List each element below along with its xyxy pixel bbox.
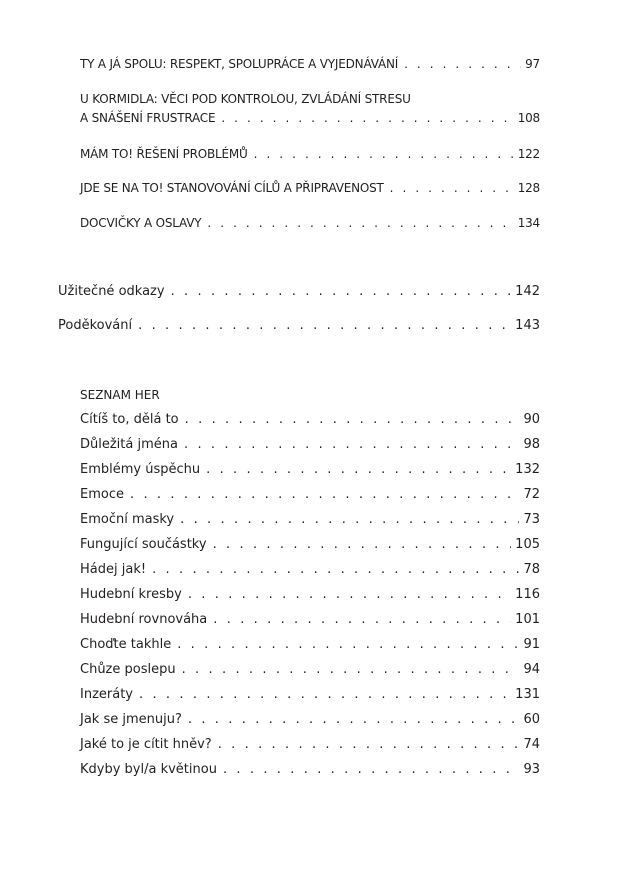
toc-entry — [80, 108, 540, 128]
game-entry-page: 101 — [515, 612, 540, 627]
game-entry-title: Kdyby byl/a květinou — [80, 762, 217, 777]
toc-entry-page: 134 — [517, 216, 540, 230]
game-entry — [80, 510, 540, 530]
dot-leader — [139, 685, 511, 705]
game-entry-title: Emblémy úspěchu — [80, 462, 201, 477]
game-entry-page: 94 — [523, 662, 540, 677]
game-entry-page: 72 — [523, 487, 540, 502]
game-entry-title: Chůze poslepu — [80, 662, 176, 677]
game-entry-title: Choďte takhle — [80, 637, 172, 652]
game-entry — [80, 410, 540, 430]
game-entry-page: 73 — [523, 512, 540, 527]
game-entry-page: 98 — [523, 437, 540, 452]
toc-entry-title: Užitečné odkazy — [58, 284, 165, 299]
games-list-heading: SEZNAM HER — [80, 388, 160, 402]
dot-leader — [404, 54, 521, 74]
dot-leader — [184, 435, 519, 455]
game-entry — [80, 485, 540, 505]
dot-leader — [188, 710, 520, 730]
game-entry-page: 132 — [515, 462, 540, 477]
toc-entry-title: TY A JÁ SPOLU: RESPEKT, SPOLUPRÁCE A VYJEDNÁVÁNÍ — [80, 57, 399, 71]
dot-leader — [130, 485, 519, 505]
toc-entry-title: A SNÁŠENÍ FRUSTRACE — [80, 111, 216, 125]
toc-entry-page: 122 — [517, 147, 540, 161]
toc-entry — [80, 213, 540, 233]
game-entry — [80, 560, 540, 580]
game-entry-title: Důležitá jména — [80, 437, 178, 452]
game-entry — [80, 685, 540, 705]
game-entry — [80, 760, 540, 780]
game-entry — [80, 435, 540, 455]
game-entry-title: Hádej jak! — [80, 562, 147, 577]
game-entry-page: 91 — [523, 637, 540, 652]
dot-leader — [138, 316, 511, 336]
game-entry-page: 116 — [515, 587, 540, 602]
toc-entry — [58, 316, 540, 336]
game-entry-title: Jak se jmenuju? — [80, 712, 182, 727]
dot-leader — [152, 560, 519, 580]
dot-leader — [218, 735, 520, 755]
toc-entry-title: JDE SE NA TO! STANOVOVÁNÍ CÍLŮ A PŘIPRAVENOST — [80, 181, 384, 195]
game-entry-title: Jaké to je cítit hněv? — [80, 737, 212, 752]
game-entry — [80, 610, 540, 630]
dot-leader — [188, 585, 511, 605]
dot-leader — [213, 610, 511, 630]
toc-entry-page: 108 — [517, 111, 540, 125]
dot-leader — [206, 460, 511, 480]
toc-entry — [80, 144, 540, 164]
game-entry-page: 131 — [515, 687, 540, 702]
toc-entry-title: DOCVIČKY A OSLAVY — [80, 216, 202, 230]
game-entry-title: Hudební kresby — [80, 587, 182, 602]
game-entry-page: 90 — [523, 412, 540, 427]
toc-entry-page: 143 — [515, 318, 540, 333]
dot-leader — [207, 213, 513, 233]
game-entry — [80, 585, 540, 605]
toc-entry — [80, 178, 540, 198]
game-entry-title: Emoce — [80, 487, 124, 502]
game-entry-title: Inzeráty — [80, 687, 133, 702]
toc-entry-title: MÁM TO! ŘEŠENÍ PROBLÉMŮ — [80, 147, 248, 161]
game-entry — [80, 660, 540, 680]
game-entry-title: Emoční masky — [80, 512, 175, 527]
toc-entry — [80, 54, 540, 74]
toc-entry-title-line1: U KORMIDLA: VĚCI POD KONTROLOU, ZVLÁDÁNÍ STRESU — [80, 92, 411, 106]
game-entry-title: Hudební rovnováha — [80, 612, 208, 627]
game-entry-title: Fungující součástky — [80, 537, 207, 552]
dot-leader — [221, 108, 513, 128]
game-entry-page: 78 — [523, 562, 540, 577]
dot-leader — [254, 144, 514, 164]
game-entry-title: Cítíš to, dělá to — [80, 412, 179, 427]
toc-entry — [58, 282, 540, 302]
game-entry-page: 105 — [515, 537, 540, 552]
toc-entry-page: 142 — [515, 284, 540, 299]
game-entry-page: 74 — [523, 737, 540, 752]
dot-leader — [390, 178, 514, 198]
dot-leader — [185, 410, 520, 430]
toc-entry-title: Poděkování — [58, 318, 133, 333]
dot-leader — [180, 510, 519, 530]
dot-leader — [182, 660, 520, 680]
dot-leader — [171, 282, 512, 302]
toc-entry-page: 97 — [525, 57, 540, 71]
game-entry — [80, 635, 540, 655]
game-entry-page: 93 — [523, 762, 540, 777]
game-entry — [80, 535, 540, 555]
game-entry — [80, 710, 540, 730]
game-entry — [80, 735, 540, 755]
dot-leader — [177, 635, 519, 655]
toc-entry-page: 128 — [517, 181, 540, 195]
game-entry-page: 60 — [523, 712, 540, 727]
dot-leader — [213, 535, 512, 555]
dot-leader — [223, 760, 520, 780]
game-entry — [80, 460, 540, 480]
